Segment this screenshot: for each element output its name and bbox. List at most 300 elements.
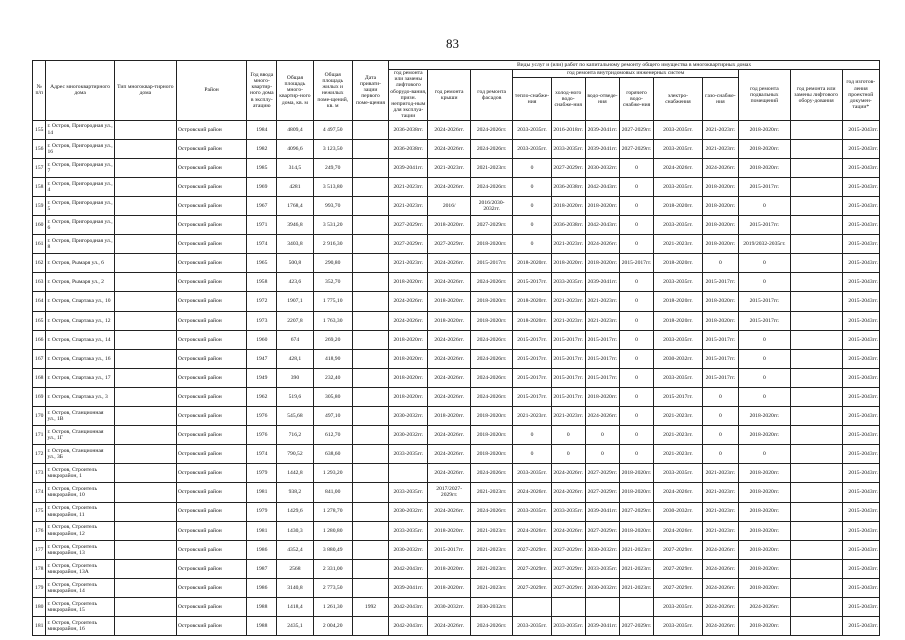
row-total-area: 500,8 — [277, 254, 313, 273]
row-gas: 0 — [702, 407, 738, 426]
row-lift-replace — [790, 578, 842, 597]
row-num: 177 — [33, 540, 46, 559]
row-gas: 2021-2023гг. — [702, 120, 738, 139]
row-facade: 2024-2026гг. — [470, 349, 512, 368]
row-type — [114, 349, 176, 368]
row-total-area: 2207,8 — [277, 311, 313, 330]
row-power: 2033-2035гг. — [654, 120, 703, 139]
row-lift-replace — [790, 464, 842, 483]
row-type — [114, 578, 176, 597]
row-basement: 2018-2020гг. — [739, 464, 791, 483]
row-heat: 2015-2017гг. — [513, 273, 551, 292]
row-basement: 0 — [739, 254, 791, 273]
row-district: Островский район — [176, 311, 246, 330]
row-hot-water: 0 — [619, 197, 653, 216]
table-row — [33, 387, 880, 406]
row-sewer: 2015-2017гг. — [585, 349, 619, 368]
row-design: 2015-2043гг. — [842, 349, 879, 368]
row-roof: 2024-2026гг. — [428, 273, 470, 292]
row-district: Островский район — [176, 464, 246, 483]
table-row — [33, 502, 880, 521]
row-elevators: 2027-2029гг. — [389, 235, 428, 254]
table-row — [33, 216, 880, 235]
row-roof: 2030-2032гг. — [428, 597, 470, 616]
row-power: 2033-2035гг. — [654, 139, 703, 158]
row-gas: 2024-2026гг. — [702, 597, 738, 616]
row-living-area: 232,40 — [313, 368, 352, 387]
row-address: г. Остров, Строитель микрорайон, 12 — [46, 521, 114, 540]
row-hot-water: 0 — [619, 368, 653, 387]
row-lift-replace — [790, 273, 842, 292]
row-hot-water: 2027-2029гг. — [619, 502, 653, 521]
row-district: Островский район — [176, 407, 246, 426]
row-sewer: 2015-2017гг. — [585, 330, 619, 349]
row-living-area: 993,70 — [313, 197, 352, 216]
header-living-area: Общая площадь жилых и нежилых поме-щений, кв. м — [313, 61, 352, 121]
row-privatization — [352, 158, 388, 177]
row-lift-replace — [790, 387, 842, 406]
row-privatization — [352, 445, 388, 464]
row-cold-water: 2015-2017гг. — [551, 387, 585, 406]
row-privatization — [352, 177, 388, 196]
row-power: 2024-2026гг. — [654, 158, 703, 177]
row-privatization — [352, 578, 388, 597]
row-basement: 2018-2020гг. — [739, 502, 791, 521]
row-address: г. Остров, Пригородная ул., 5 — [46, 197, 114, 216]
row-type — [114, 597, 176, 616]
row-heat: 0 — [513, 235, 551, 254]
row-basement: 2018-2020гг. — [739, 426, 791, 445]
table-row — [33, 521, 880, 540]
row-facade: 2018-2020гг. — [470, 235, 512, 254]
table-row — [33, 368, 880, 387]
row-lift-replace — [790, 445, 842, 464]
row-type — [114, 426, 176, 445]
row-hot-water: 2015-2017гг. — [619, 254, 653, 273]
table-row — [33, 120, 880, 139]
row-heat: 2018-2020гг. — [513, 254, 551, 273]
row-roof: 2024-2026гг. — [428, 139, 470, 158]
row-basement: 2015-2017гг. — [739, 216, 791, 235]
row-district: Островский район — [176, 216, 246, 235]
row-total-area: 4281 — [277, 177, 313, 196]
row-cold-water: 2018-2020гг. — [551, 197, 585, 216]
row-lift-replace — [790, 597, 842, 616]
row-type — [114, 292, 176, 311]
row-num: 158 — [33, 177, 46, 196]
row-hot-water: 2021-2023гг. — [619, 540, 653, 559]
row-design: 2015-2043гг. — [842, 216, 879, 235]
row-cold-water: 2015-2017гг. — [551, 368, 585, 387]
table-row — [33, 292, 880, 311]
row-sewer: 2027-2029гг. — [585, 464, 619, 483]
row-num: 170 — [33, 407, 46, 426]
row-roof: 2018-2020гг. — [428, 311, 470, 330]
row-power: 2018-2020гг. — [654, 197, 703, 216]
row-type — [114, 521, 176, 540]
header-roof: год ремонта крыши — [428, 70, 470, 121]
row-basement: 2018-2020гг. — [739, 139, 791, 158]
row-district: Островский район — [176, 330, 246, 349]
row-facade: 2024-2026гг. — [470, 502, 512, 521]
row-privatization — [352, 483, 388, 502]
row-elevators: 2024-2026гг. — [389, 311, 428, 330]
row-address: г. Остров, Спартака ул., 12 — [46, 311, 114, 330]
row-roof: 2024-2026гг. — [428, 464, 470, 483]
page-number: 83 — [446, 36, 459, 51]
row-hot-water: 2018-2020гг. — [619, 521, 653, 540]
header-num: № п/п — [33, 61, 46, 121]
row-sewer — [585, 597, 619, 616]
row-hot-water: 2027-2029гг. — [619, 139, 653, 158]
row-cold-water: 2027-2029гг. — [551, 540, 585, 559]
row-basement: 2018-2020гг. — [739, 483, 791, 502]
row-living-area: 2 331,00 — [313, 559, 352, 578]
row-sewer: 2042-2043гг. — [585, 216, 619, 235]
row-gas: 2024-2026гг. — [702, 578, 738, 597]
row-living-area: 2 916,30 — [313, 235, 352, 254]
table-row — [33, 254, 880, 273]
row-district: Островский район — [176, 559, 246, 578]
row-num: 168 — [33, 368, 46, 387]
row-total-area: 314,5 — [277, 158, 313, 177]
row-roof: 2024-2026гг. — [428, 177, 470, 196]
row-power: 2033-2035гг. — [654, 617, 703, 636]
row-facade: 2024-2026гг. — [470, 139, 512, 158]
row-roof: 2016/ — [428, 197, 470, 216]
row-power: 2024-2026гг. — [654, 483, 703, 502]
row-privatization — [352, 139, 388, 158]
table-body — [33, 120, 880, 636]
row-num: 173 — [33, 464, 46, 483]
row-heat: 2024-2026гг. — [513, 483, 551, 502]
row-elevators: 2018-2020гг. — [389, 387, 428, 406]
row-num: 178 — [33, 559, 46, 578]
row-hot-water: 2021-2023гг. — [619, 559, 653, 578]
header-district: Район — [176, 61, 246, 121]
row-living-area: 2 004,20 — [313, 617, 352, 636]
capital-repair-table — [32, 60, 880, 636]
row-living-area: 4 497,50 — [313, 120, 352, 139]
row-total-area: 3403,8 — [277, 235, 313, 254]
row-facade: 2024-2026гг. — [470, 368, 512, 387]
row-elevators: 2042-2043гг. — [389, 617, 428, 636]
row-elevators: 2036-2038гг. — [389, 139, 428, 158]
row-address: г. Остров, Спартака ул., 16 — [46, 349, 114, 368]
row-district: Островский район — [176, 254, 246, 273]
row-basement: 2024-2026гг. — [739, 597, 791, 616]
row-living-area: 612,70 — [313, 426, 352, 445]
row-design: 2015-2043гг. — [842, 407, 879, 426]
header-power: электро-снабжения — [654, 78, 703, 121]
row-roof: 2024-2026гг. — [428, 426, 470, 445]
table-row — [33, 617, 880, 636]
row-design: 2015-2043гг. — [842, 120, 879, 139]
row-district: Островский район — [176, 578, 246, 597]
row-num: 174 — [33, 483, 46, 502]
row-lift-replace — [790, 177, 842, 196]
row-living-area: 290,80 — [313, 254, 352, 273]
row-gas: 0 — [702, 445, 738, 464]
row-year: 1971 — [247, 216, 277, 235]
row-district: Островский район — [176, 349, 246, 368]
row-power: 2030-2032гг. — [654, 502, 703, 521]
row-address: г. Остров, Строитель микрорайон, 16 — [46, 617, 114, 636]
row-year: 1985 — [247, 158, 277, 177]
row-living-area: 497,10 — [313, 407, 352, 426]
row-privatization — [352, 120, 388, 139]
row-roof: 2024-2026гг. — [428, 387, 470, 406]
row-power: 2033-2035гг. — [654, 464, 703, 483]
row-gas: 2021-2023гг. — [702, 502, 738, 521]
row-cold-water: 2024-2026гг. — [551, 521, 585, 540]
row-gas: 0 — [702, 426, 738, 445]
row-facade: 2015-2017гг. — [470, 254, 512, 273]
row-privatization — [352, 387, 388, 406]
row-cold-water: 2021-2023гг. — [551, 407, 585, 426]
row-basement: 2015-2017гг. — [739, 311, 791, 330]
row-year: 1972 — [247, 292, 277, 311]
header-total-area: Общая площадь много-квартир-ного дома, кв. м — [277, 61, 313, 121]
row-living-area: 2 773,50 — [313, 578, 352, 597]
row-district: Островский район — [176, 273, 246, 292]
table-row — [33, 349, 880, 368]
row-facade: 2021-2023гг. — [470, 158, 512, 177]
row-year: 1986 — [247, 540, 277, 559]
row-elevators: 2033-2035гг. — [389, 483, 428, 502]
row-total-area: 1442,8 — [277, 464, 313, 483]
row-address: г. Остров, Станционная ул., 1В — [46, 407, 114, 426]
row-living-area: 638,60 — [313, 445, 352, 464]
row-facade: 2021-2023гг. — [470, 483, 512, 502]
row-district: Островский район — [176, 445, 246, 464]
row-address: г. Остров, Спартака ул., 10 — [46, 292, 114, 311]
row-elevators: 2033-2035гг. — [389, 445, 428, 464]
row-hot-water: 0 — [619, 177, 653, 196]
row-roof: 2024-2026гг. — [428, 330, 470, 349]
row-privatization — [352, 235, 388, 254]
row-year: 1947 — [247, 349, 277, 368]
row-total-area: 1907,1 — [277, 292, 313, 311]
row-lift-replace — [790, 349, 842, 368]
row-cold-water: 2036-2038гг. — [551, 177, 585, 196]
row-district: Островский район — [176, 540, 246, 559]
row-cold-water: 2033-2035гг. — [551, 617, 585, 636]
row-total-area: 938,2 — [277, 483, 313, 502]
row-heat: 2018-2020гг. — [513, 292, 551, 311]
row-living-area: 418,90 — [313, 349, 352, 368]
row-elevators: 2018-2020гг. — [389, 273, 428, 292]
row-total-area: 2435,1 — [277, 617, 313, 636]
row-total-area: 428,1 — [277, 349, 313, 368]
row-elevators: 2030-2032гг. — [389, 502, 428, 521]
row-type — [114, 120, 176, 139]
table-row — [33, 139, 880, 158]
row-heat: 0 — [513, 177, 551, 196]
header-works-group: Виды услуг и (или) работ по капитальному ремонту общего имущества в многоквартирных домах — [389, 61, 880, 70]
row-living-area: 3 123,50 — [313, 139, 352, 158]
row-heat: 2015-2017гг. — [513, 368, 551, 387]
row-heat: 2033-2035гг. — [513, 502, 551, 521]
row-elevators: 2039-2041гг. — [389, 578, 428, 597]
row-address: г. Остров, Строитель микрорайон, 15 — [46, 597, 114, 616]
row-privatization — [352, 330, 388, 349]
row-address: г. Остров, Спартака ул., 17 — [46, 368, 114, 387]
row-facade: 2018-2020гг. — [470, 445, 512, 464]
row-sewer: 2039-2041гг. — [585, 617, 619, 636]
row-facade: 2024-2026гг. — [470, 464, 512, 483]
row-type — [114, 273, 176, 292]
row-type — [114, 254, 176, 273]
header-address: Адрес многоквартирного дома — [46, 61, 114, 121]
row-facade: 2030-2032гг. — [470, 597, 512, 616]
row-sewer: 2033-2035гг. — [585, 559, 619, 578]
row-address: г. Остров, Станционная ул., 1Г — [46, 426, 114, 445]
row-roof: 2027-2029гг. — [428, 235, 470, 254]
row-lift-replace — [790, 254, 842, 273]
row-sewer: 2030-2032гг. — [585, 540, 619, 559]
row-design: 2015-2043гг. — [842, 292, 879, 311]
row-district: Островский район — [176, 139, 246, 158]
row-living-area: 269,20 — [313, 330, 352, 349]
row-design: 2015-2043гг. — [842, 387, 879, 406]
row-elevators: 2021-2023гг. — [389, 177, 428, 196]
row-roof: 2017/2027-2029гг. — [428, 483, 470, 502]
header-hot-water: горячего водо-снабже-ния — [619, 78, 653, 121]
row-year: 1988 — [247, 597, 277, 616]
row-sewer: 2018-2020гг. — [585, 254, 619, 273]
row-sewer: 2039-2041гг. — [585, 139, 619, 158]
row-district: Островский район — [176, 521, 246, 540]
row-hot-water: 2027-2029гг. — [619, 120, 653, 139]
row-heat: 2027-2029гг. — [513, 559, 551, 578]
row-privatization — [352, 464, 388, 483]
row-basement: 2018-2020гг. — [739, 407, 791, 426]
row-design: 2015-2043гг. — [842, 139, 879, 158]
row-heat: 2033-2035гг. — [513, 464, 551, 483]
row-num: 171 — [33, 426, 46, 445]
row-living-area: 352,70 — [313, 273, 352, 292]
row-privatization — [352, 349, 388, 368]
row-type — [114, 483, 176, 502]
row-sewer: 2018-2020гг. — [585, 387, 619, 406]
row-living-area: 305,80 — [313, 387, 352, 406]
row-year: 1969 — [247, 177, 277, 196]
row-privatization — [352, 426, 388, 445]
row-privatization — [352, 502, 388, 521]
row-district: Островский район — [176, 597, 246, 616]
row-district: Островский район — [176, 177, 246, 196]
row-roof: 2018-2020гг. — [428, 559, 470, 578]
row-total-area: 1429,6 — [277, 502, 313, 521]
row-design: 2015-2043гг. — [842, 617, 879, 636]
row-power: 2021-2023гг. — [654, 235, 703, 254]
row-privatization — [352, 216, 388, 235]
row-address: г. Остров, Рымаря ул., 6 — [46, 254, 114, 273]
header-sewer: водо-отведе-ния — [585, 78, 619, 121]
row-gas: 2018-2020гг. — [702, 311, 738, 330]
row-address: г. Остров, Строитель микрорайон, 14 — [46, 578, 114, 597]
row-living-area: 1 261,30 — [313, 597, 352, 616]
row-district: Островский район — [176, 368, 246, 387]
table-row — [33, 464, 880, 483]
row-gas: 2015-2017гг. — [702, 330, 738, 349]
row-roof: 2024-2026гг. — [428, 445, 470, 464]
row-address: г. Остров, Строитель микрорайон, 13А — [46, 559, 114, 578]
row-elevators: 2030-2032гг. — [389, 540, 428, 559]
row-basement: 0 — [739, 330, 791, 349]
row-lift-replace — [790, 139, 842, 158]
row-gas: 2018-2020гг. — [702, 292, 738, 311]
row-elevators: 2033-2035гг. — [389, 521, 428, 540]
row-lift-replace — [790, 330, 842, 349]
row-year: 1987 — [247, 559, 277, 578]
row-hot-water: 0 — [619, 426, 653, 445]
row-roof: 2018-2020гг. — [428, 407, 470, 426]
row-design: 2015-2043гг. — [842, 578, 879, 597]
row-facade: 2021-2023гг. — [470, 559, 512, 578]
row-lift-replace — [790, 311, 842, 330]
row-gas: 2024-2026гг. — [702, 559, 738, 578]
row-type — [114, 502, 176, 521]
row-type — [114, 407, 176, 426]
row-roof: 2015-2017гг. — [428, 540, 470, 559]
row-total-area: 545,68 — [277, 407, 313, 426]
row-address: г. Остров, Пригородная ул., 6 — [46, 216, 114, 235]
row-gas: 2018-2020гг. — [702, 235, 738, 254]
row-basement: 2018-2020гг. — [739, 540, 791, 559]
row-hot-water: 0 — [619, 349, 653, 368]
row-design: 2015-2043гг. — [842, 597, 879, 616]
row-basement: 2018-2020гг. — [739, 521, 791, 540]
row-hot-water: 0 — [619, 311, 653, 330]
row-year: 1973 — [247, 311, 277, 330]
row-design: 2015-2043гг. — [842, 177, 879, 196]
header-facade: год ремонта фасадов — [470, 70, 512, 121]
row-facade: 2018-2020гг. — [470, 292, 512, 311]
row-address: г. Остров, Пригородная ул., 8 — [46, 235, 114, 254]
row-design: 2015-2043гг. — [842, 273, 879, 292]
row-privatization — [352, 521, 388, 540]
row-power: 2033-2035гг. — [654, 330, 703, 349]
row-type — [114, 139, 176, 158]
row-living-area: 249,70 — [313, 158, 352, 177]
row-sewer: 2039-2041гг. — [585, 120, 619, 139]
row-design: 2015-2043гг. — [842, 197, 879, 216]
row-design: 2015-2043гг. — [842, 368, 879, 387]
row-address: г. Остров, Пригородная ул., 14 — [46, 120, 114, 139]
row-district: Островский район — [176, 483, 246, 502]
row-gas: 0 — [702, 254, 738, 273]
row-facade: 2024-2026гг. — [470, 120, 512, 139]
row-district: Островский район — [176, 120, 246, 139]
row-num: 155 — [33, 120, 46, 139]
row-total-area: 3946,8 — [277, 216, 313, 235]
row-facade: 2024-2026гг. — [470, 273, 512, 292]
row-power: 2021-2023гг. — [654, 407, 703, 426]
row-num: 160 — [33, 216, 46, 235]
table-row — [33, 273, 880, 292]
row-privatization — [352, 407, 388, 426]
row-type — [114, 368, 176, 387]
row-sewer: 0 — [585, 445, 619, 464]
table-row — [33, 445, 880, 464]
row-lift-replace — [790, 235, 842, 254]
row-heat: 2021-2023гг. — [513, 407, 551, 426]
row-num: 166 — [33, 330, 46, 349]
row-cold-water — [551, 597, 585, 616]
header-cold-water: холод-ного водо-снабже-ния — [551, 78, 585, 121]
